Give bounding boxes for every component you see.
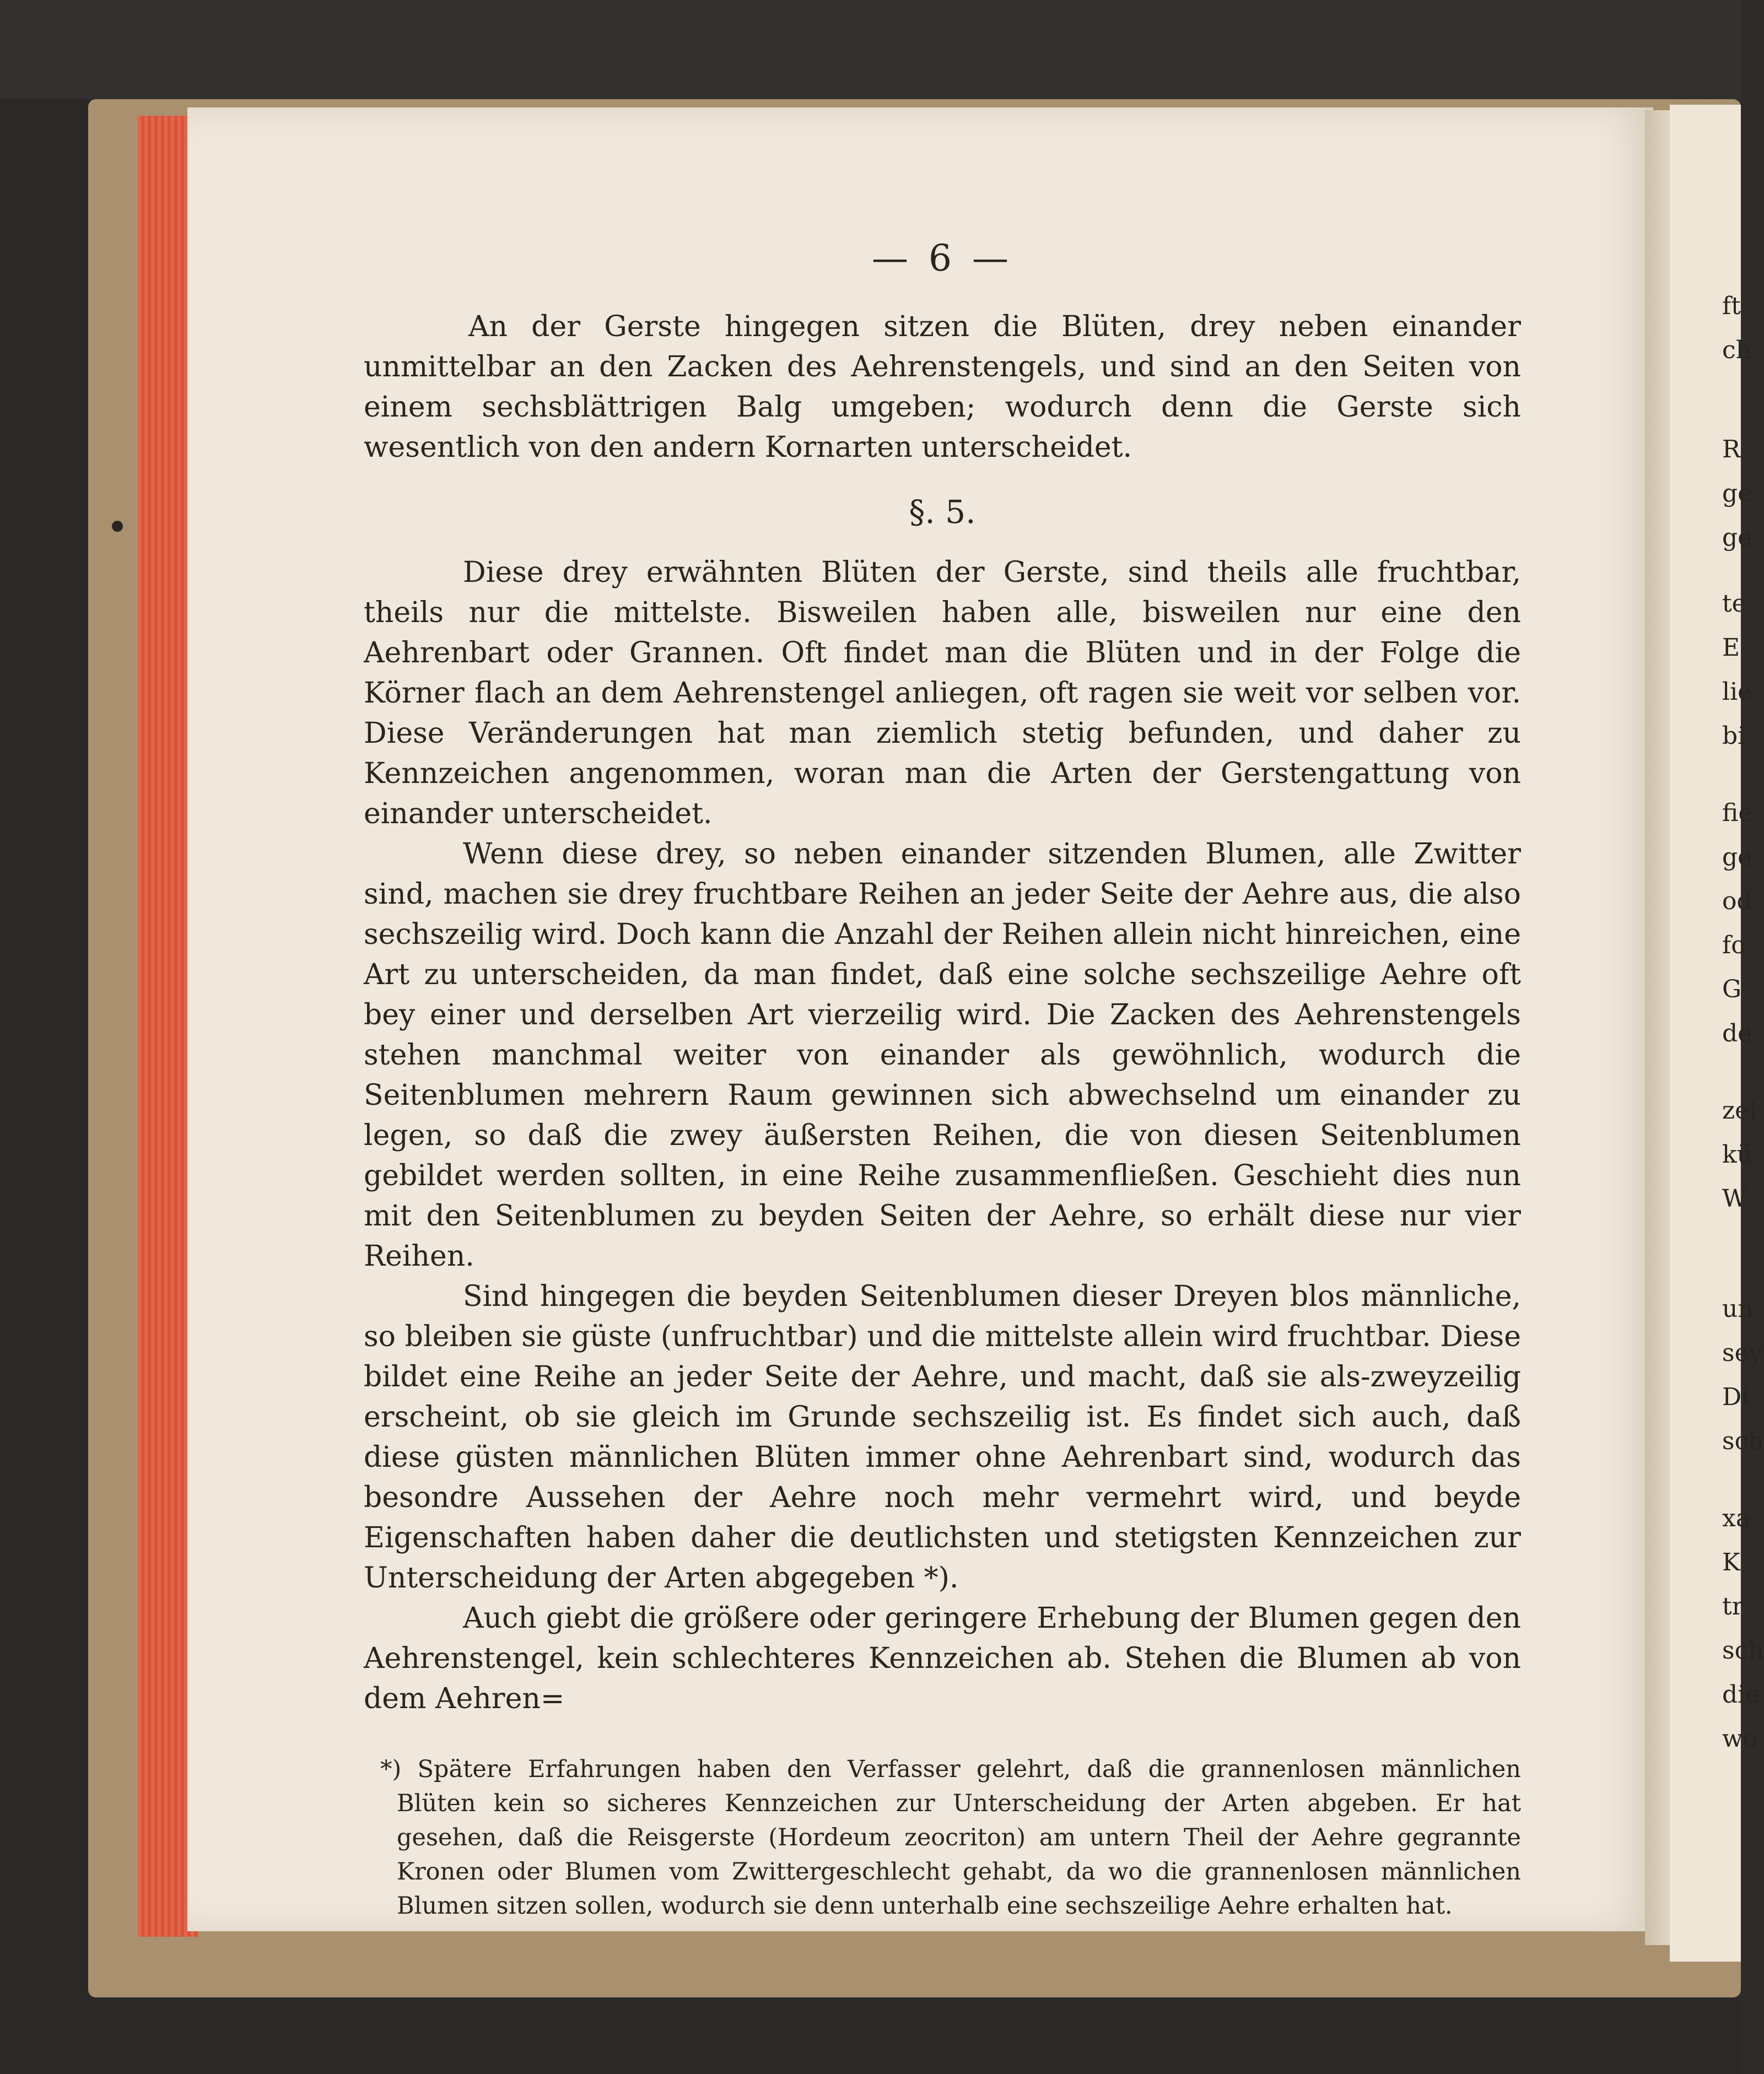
- next-page-text-fragment: wo: [1722, 1725, 1758, 1753]
- next-page-text-fragment: fo: [1722, 931, 1746, 959]
- paragraph: Wenn diese drey, so neben einander sitzenden Blumen, alle Zwitter sind, machen sie drey fruchtbare Reihen an jeder Seite der Aehre aus, die also sechszeilig wird. Doch kann die Anzahl der Reihen allein nicht hinreichen, eine Art zu unterscheiden, da man findet, daß eine solche sechszeilige Aehre oft bey einer und derselben Art vierzeilig wird. Die Zacken des Aehrenstengels stehen manchmal weiter von einander als gewöhnlich, wodurch die Seitenblumen mehrern Raum gewinnen sich abwechselnd um einander zu legen, so daß die zwey äußersten Reihen, die von diesen Seitenblumen gebildet werden sollten, in eine Reihe zusammenfließen. Geschieht dies nun mit den Seitenblumen zu beyden Seiten der Aehre, so erhält diese nur vier Reihen.: [364, 838, 1521, 1273]
- next-page-text-fragment: ge: [1722, 479, 1752, 507]
- next-page-text-fragment: fie: [1722, 799, 1753, 827]
- next-page-text-fragment: K: [1722, 1548, 1740, 1576]
- next-page-text-fragment: R: [1722, 435, 1741, 463]
- next-page-text-fragment: sch: [1722, 1636, 1764, 1665]
- next-page-text-fragment: kü: [1722, 1141, 1752, 1169]
- footnote: *) Spätere Erfahrungen haben den Verfasser gelehrt, daß die grannenlosen männlichen Blüten kein so sicheres Kennzeichen zur Unterscheidung der Arten abgeben. Er hat gesehen, daß die Reisgerste (Hordeum zeocriton) am untern Theil der Aehre gegrannte Kronen oder Blumen vom Zwittergeschlecht gehabt, da wo die grannenlosen männlichen Blumen sitzen sollen, wodurch sie denn unterhalb eine sechszeilige Aehre erhalten hat.: [380, 1756, 1521, 1920]
- binding-hole: [112, 521, 123, 532]
- next-page-text-fragment: Di: [1722, 1383, 1750, 1411]
- next-page-text-fragment: xa: [1722, 1504, 1751, 1532]
- next-page-text-fragment: lie: [1722, 678, 1752, 706]
- next-page-text-fragment: te: [1722, 590, 1746, 618]
- paragraph: Auch giebt die größere oder geringere Erhebung der Blumen gegen den Aehrenstengel, kein schlechteres Kennzeichen ab. Stehen die Blumen ab von dem Aehren=: [364, 1602, 1521, 1715]
- next-page-text-fragment: W: [1722, 1185, 1747, 1213]
- next-page-text-fragment: ft: [1722, 292, 1741, 320]
- paragraph: Sind hingegen die beyden Seitenblumen dieser Dreyen blos männliche, so bleiben sie güste (unfruchtbar) und die mittelste allein wird fruchtbar. Diese bildet eine Reihe an jeder Seite der Aehre, und macht, daß sie als-zweyzeilig erscheint, ob sie gleich im Grunde sechszeilig ist. Es findet sich auch, daß diese güsten männlichen Blüten immer ohne Aehrenbart sind, wodurch das besondre Aussehen der Aehre noch mehr vermehrt wird, und beyde Eigenschaften haben daher die deutlichsten und stetigsten Kennzeichen zur Unterscheidung der Arten abgegeben *).: [364, 1280, 1521, 1595]
- next-page-text-fragment: ge: [1722, 843, 1752, 871]
- next-page-text-fragment: od: [1722, 887, 1752, 915]
- next-page-text-fragment: tr: [1722, 1592, 1744, 1621]
- next-page-text-fragment: die: [1722, 1681, 1760, 1709]
- next-page-text-fragment: sey: [1722, 1339, 1763, 1367]
- paragraph: An der Gerste hingegen sitzen die Blüten, drey neben einander unmittelbar an den Zacken des Aehrenstengels, und sind an den Seiten von einem sechsblättrigen Balg umgeben; wodurch denn die Gerste sich wesentlich von den andern Kornarten unterscheidet.: [364, 310, 1521, 464]
- next-page-text-fragment: de: [1722, 1019, 1752, 1047]
- next-page-text-fragment: bi: [1722, 722, 1746, 750]
- section-heading: §. 5.: [909, 493, 976, 531]
- next-page-text-fragment: G: [1722, 975, 1742, 1003]
- next-page-text-fragment: zei: [1722, 1097, 1757, 1125]
- next-page-text-fragment: E: [1722, 634, 1740, 662]
- page-text: [364, 237, 1521, 1923]
- next-page-text-fragment: un: [1722, 1295, 1754, 1323]
- next-page-text-fragment: ch: [1722, 336, 1751, 364]
- paragraph: Diese drey erwähnten Blüten der Gerste, sind theils alle fruchtbar, theils nur die mittelste. Bisweilen haben alle, bisweilen nur eine den Aehrenbart oder Grannen. Oft findet man die Blüten und in der Folge die Körner flach an dem Aehrenstengel anliegen, oft ragen sie weit vor selben vor. Diese Veränderungen hat man ziemlich stetig befunden, und daher zu Kennzeichen angenommen, woran man die Arten der Gerstengattung von einander unterscheidet.: [364, 556, 1521, 830]
- next-page-text-fragment: sch: [1722, 1427, 1764, 1455]
- next-page-text-fragment: ge: [1722, 523, 1752, 552]
- background-cloth: [0, 99, 96, 2074]
- next-page-edge: [1670, 105, 1764, 1962]
- page-number: — 6 —: [872, 237, 1013, 279]
